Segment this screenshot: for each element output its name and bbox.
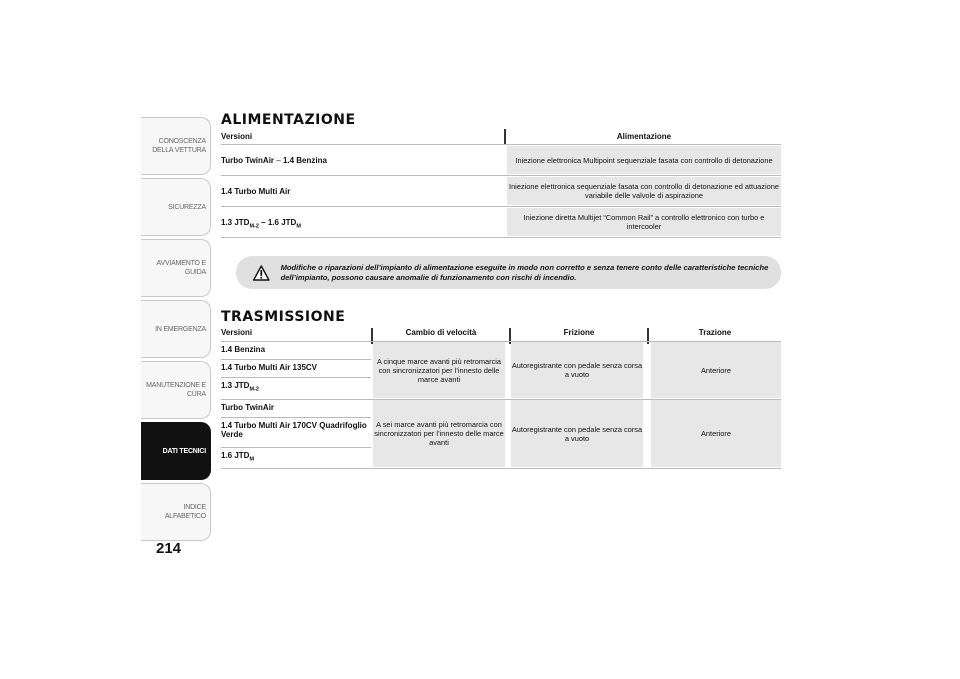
table-row xyxy=(221,144,781,175)
version-label: 1.4 Benzina xyxy=(221,345,266,354)
row-divider xyxy=(221,377,371,378)
tab-indice-alfabetico[interactable]: INDICE ALFABETICO xyxy=(141,483,211,541)
version-label: 1.4 Turbo Multi Air 135CV xyxy=(221,363,318,372)
row-version: Turbo TwinAir – 1.4 Benzina xyxy=(221,156,327,165)
tab-dati-tecnici[interactable]: DATI TECNICI xyxy=(141,422,211,480)
table-row xyxy=(221,206,781,238)
alimentazione-table xyxy=(221,132,781,238)
tab-manutenzione[interactable]: MANUTENZIONE E CURA xyxy=(141,361,211,419)
tab-emergenza[interactable]: IN EMERGENZA xyxy=(141,300,211,358)
row-value: Iniezione elettronica Multipoint sequenziale fasata con controllo di detonazione xyxy=(507,146,781,174)
version-label: 1.3 $JTD_{M-2}$ xyxy=(221,381,259,393)
cambio-cell: A sei marce avanti più retromarcia con sincronizzatori per l’innesto delle marce avanti xyxy=(373,400,505,467)
trasmissione-table xyxy=(221,328,781,469)
header-versioni: Versioni xyxy=(221,132,253,141)
header-cambio: Cambio di velocità xyxy=(405,328,477,337)
section-title-trasmissione: TRASMISSIONE xyxy=(221,309,346,325)
page-number: 214 xyxy=(156,540,182,557)
row-version: 1.3 $JTD_{M-2} - 1.6$ $JTD_M$ xyxy=(221,218,301,230)
trazione-cell: Anteriore xyxy=(651,342,781,398)
header-divider xyxy=(504,129,506,144)
row-divider xyxy=(221,447,371,448)
frizione-cell: Autoregistrante con pedale senza corsa a vuoto xyxy=(511,342,643,398)
tab-conoscenza[interactable]: CONOSCENZA DELLA VETTURA xyxy=(141,117,211,175)
trazione-cell: Anteriore xyxy=(651,400,781,467)
table-row xyxy=(221,175,781,206)
row-divider xyxy=(221,468,781,469)
tab-avviamento[interactable]: AVVIAMENTO E GUIDA xyxy=(141,239,211,297)
section-title-alimentazione: ALIMENTAZIONE xyxy=(221,112,356,128)
cambio-cell: A cinque marce avanti più retromarcia con sincronizzatori per l’innesto delle marce avanti xyxy=(373,342,505,398)
row-value: Iniezione diretta Multijet “Common Rail” a controllo elettronico con turbo e intercooler xyxy=(507,208,781,236)
warning-triangle-icon xyxy=(253,261,270,285)
row-divider xyxy=(221,417,371,418)
table-header xyxy=(221,328,781,341)
row-divider xyxy=(221,359,371,360)
frizione-cell: Autoregistrante con pedale senza corsa a vuoto xyxy=(511,400,643,467)
header-versioni: Versioni xyxy=(221,328,253,337)
version-label: Turbo TwinAir xyxy=(221,403,275,412)
warning-text: Modifiche o riparazioni dell’impianto di alimentazione eseguite in modo non corretto e senza tenere conto delle caratteristiche tecniche dell’impianto, possono causare anomalie di funzionamento con rischi di incendio. xyxy=(280,262,769,282)
table-header xyxy=(221,132,781,144)
row-version: 1.4 Turbo Multi Air xyxy=(221,187,291,196)
table-body xyxy=(221,341,781,469)
version-label: 1.6 $JTD_M$ xyxy=(221,451,255,463)
header-frizione: Frizione xyxy=(563,328,595,337)
version-label: 1.4 Turbo Multi Air 170CV Quadrifoglio Verde xyxy=(221,421,367,439)
row-value: Iniezione elettronica sequenziale fasata con controllo di detonazione ed attuazione variabile delle valvole di aspirazione xyxy=(507,177,781,205)
main-content xyxy=(221,112,781,463)
warning-box xyxy=(236,256,781,289)
header-trazione: Trazione xyxy=(698,328,732,337)
header-alimentazione: Alimentazione xyxy=(616,132,672,141)
tab-sicurezza[interactable]: SICUREZZA xyxy=(141,178,211,236)
